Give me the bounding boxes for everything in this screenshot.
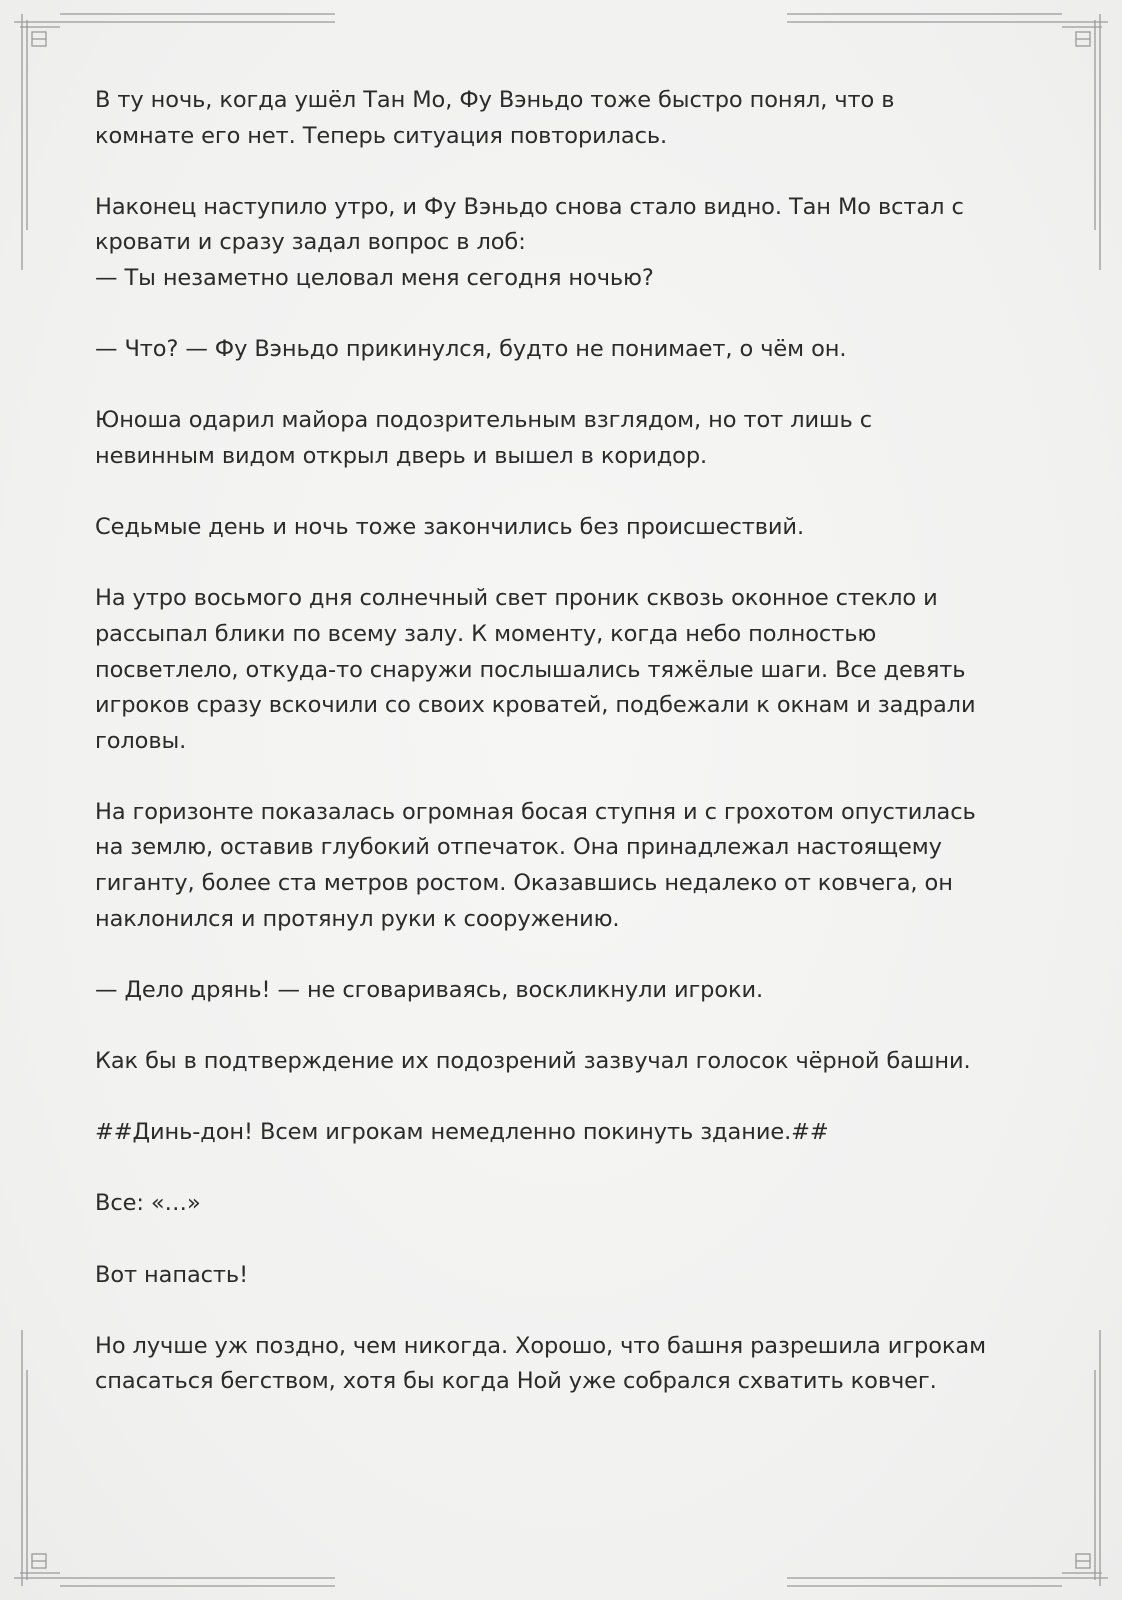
text-line: рассыпал блики по всему залу. К моменту, когда небо полностью [95,620,877,647]
text-line: Но лучше уж поздно, чем никогда. Хорошо, что башня разрешила игрокам [95,1332,986,1359]
paragraph-4 [95,403,1035,474]
text-line: Наконец наступило утро, и Фу Вэньдо снова стало видно. Тан Мо встал с [95,193,964,220]
text-line: ##Динь-дон! Всем игрокам немедленно покинуть здание.## [95,1119,829,1146]
paragraph-8 [95,973,1035,1009]
text-line: На утро восьмого дня солнечный свет проник сквозь оконное стекло и [95,585,938,612]
text-line: В ту ночь, когда ушёл Тан Мо, Фу Вэньдо тоже быстро понял, что в [95,87,895,113]
text-line: Как бы в подтверждение их подозрений зазвучал голосок чёрной башни. [95,1048,971,1075]
paragraph-1 [95,83,1035,154]
text-line: игроков сразу вскочили со своих кроватей, подбежали к окнам и задрали [95,692,976,719]
text-line: спасаться бегством, хотя бы когда Ной уже собрался схватить ковчег. [95,1368,937,1395]
text-line: — Ты незаметно целовал меня сегодня ночью? [95,264,654,291]
paragraph-12 [95,1258,1035,1294]
paragraph-3 [95,332,1035,368]
text-line: наклонился и протянул руки к сооружению. [95,905,620,932]
text-line: комнате его нет. Теперь ситуация повторилась. [95,122,668,149]
text-line: кровати и сразу задал вопрос в лоб: [95,229,526,256]
text-line: Все: «…» [95,1190,201,1217]
text-line: невинным видом открыл дверь и вышел в коридор. [95,442,708,469]
paragraph-5 [95,510,1035,546]
paragraph-9 [95,1044,1035,1080]
text-line: на землю, оставив глубокий отпечаток. Она принадлежал настоящему [95,834,942,861]
text-line: Юноша одарил майора подозрительным взглядом, но тот лишь с [95,407,872,434]
text-line: — Дело дрянь! — не сговариваясь, воскликнули игроки. [95,976,764,1003]
text-line: Седьмые день и ночь тоже закончились без происшествий. [95,514,804,541]
paragraph-2 [95,190,1035,297]
paragraph-6 [95,581,1035,759]
paragraph-13 [95,1329,1035,1400]
document-body [95,83,1035,1436]
text-line: — Что? — Фу Вэньдо прикинулся, будто не понимает, о чём он. [95,336,847,363]
paragraph-10 [95,1115,1035,1151]
text-line: гиганту, более ста метров ростом. Оказавшись недалеко от ковчега, он [95,870,953,897]
text-line: головы. [95,727,187,754]
text-line: посветлело, откуда-то снаружи послышались тяжёлые шаги. Все девять [95,656,966,683]
text-line: На горизонте показалась огромная босая ступня и с грохотом опустилась [95,798,976,825]
paragraph-11 [95,1186,1035,1222]
text-line: Вот напасть! [95,1261,249,1288]
paragraph-7 [95,795,1035,937]
